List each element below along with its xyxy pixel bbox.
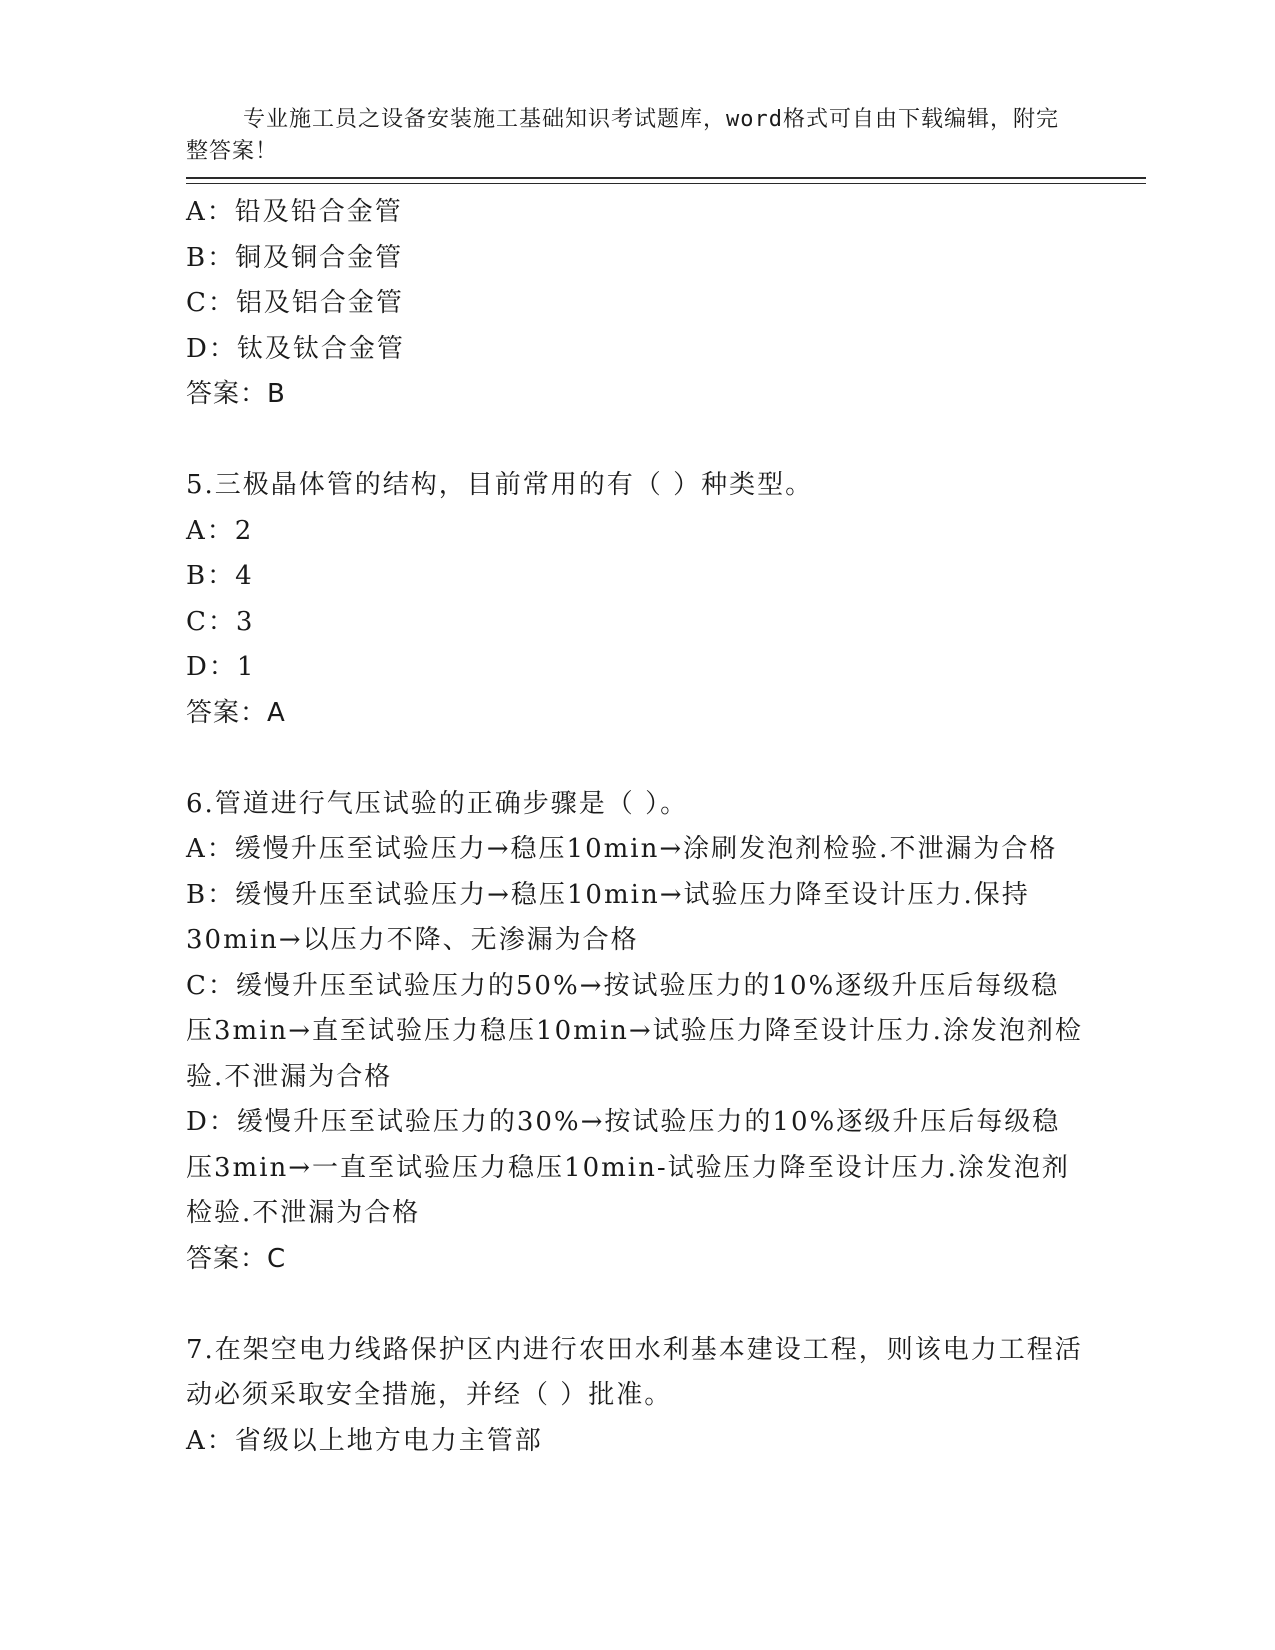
document-header — [186, 72, 1066, 200]
answer-line: 答案：A — [186, 697, 286, 728]
question-spacer — [186, 418, 1086, 464]
question-4-block — [186, 190, 1086, 418]
question-stem: 7.在架空电力线路保护区内进行农田水利基本建设工程，则该电力工程活动必须采取安全措施，并经（ ）批准。 — [186, 1334, 1083, 1410]
question-6-block — [186, 782, 1086, 1283]
option-c: C：铝及铝合金管 — [186, 288, 404, 318]
header-divider-thin — [186, 183, 1146, 184]
option-a: A：铅及铅合金管 — [186, 197, 403, 227]
option-b: B：缓慢升压至试验压力→稳压10min→试验压力降至设计压力.保持30min→以压力不降、无渗漏为合格 — [186, 879, 1030, 955]
option-a: A：省级以上地方电力主管部 — [186, 1425, 543, 1456]
question-spacer — [186, 1282, 1086, 1328]
option-b: B：铜及铜合金管 — [186, 242, 404, 273]
question-stem: 5.三极晶体管的结构，目前常用的有（ ）种类型。 — [186, 470, 814, 500]
question-spacer — [186, 736, 1086, 782]
option-c: C：缓慢升压至试验压力的50%→按试验压力的10%逐级升压后每级稳压3min→直至试验压力稳压10min→试验压力降至设计压力.涂发泡剂检验.不泄漏为合格 — [186, 970, 1083, 1092]
answer-line: 答案：B — [186, 379, 286, 409]
option-d: D：钛及钛合金管 — [186, 333, 405, 364]
header-divider-thick — [186, 177, 1146, 179]
option-a: A：2 — [186, 515, 254, 546]
option-a: A：缓慢升压至试验压力→稳压10min→涂刷发泡剂检验.不泄漏为合格 — [186, 834, 1058, 864]
option-c: C：3 — [186, 606, 255, 637]
option-b: B：4 — [186, 561, 254, 591]
question-7-block — [186, 1328, 1086, 1465]
header-title: 专业施工员之设备安装施工基础知识考试题库，word格式可自由下载编辑，附完整答案！ — [186, 107, 1059, 164]
question-stem: 6.管道进行气压试验的正确步骤是（ ）。 — [186, 788, 689, 819]
answer-line: 答案：C — [186, 1243, 287, 1274]
option-d: D：1 — [186, 652, 256, 682]
option-d: D：缓慢升压至试验压力的30%→按试验压力的10%逐级升压后每级稳压3min→一直至试验压力稳压10min-试验压力降至设计压力.涂发泡剂检验.不泄漏为合格 — [186, 1107, 1070, 1228]
question-body — [186, 190, 1086, 1464]
question-5-block — [186, 463, 1086, 736]
